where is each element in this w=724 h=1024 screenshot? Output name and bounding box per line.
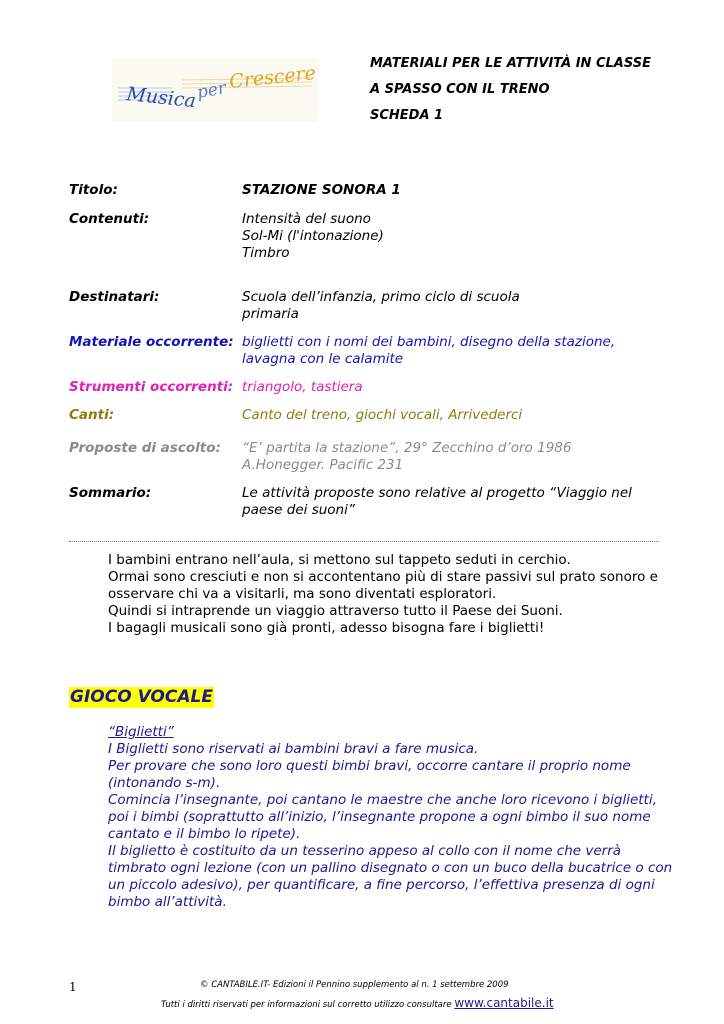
titolo-value: STAZIONE SONORA 1 bbox=[242, 182, 401, 198]
titolo-label: Titolo: bbox=[69, 182, 118, 198]
sommario-value: Le attività proposte sono relative al progetto “Viaggio nel paese dei suoni” bbox=[242, 485, 632, 518]
svg-text:Musica per Crescere: Musica per Crescere bbox=[116, 116, 127, 117]
destinatari-label: Destinatari: bbox=[69, 289, 160, 305]
contenuti-value: Intensità del suono Sol-Mi (l'intonazione) Timbro bbox=[242, 211, 384, 261]
gioco-body: “Biglietti” I Biglietti sono riservati ai bambini bravi a fare musica. Per provare che sono loro questi bimbi bravi, occorre cantare il proprio nome (intonando s-m). Comincia l’insegnante, poi cantano le maestre che anche loro ricevono i biglietti, poi i bimbi (soprattutto all’inizio, l’insegnante propone a ogni bimbo il suo nome cantato e il bimbo lo ripete). Il biglietto è costituito da un tesserino appeso al collo con il nome che verrà timbrato ogni lezione (con un pallino disegnato o con un buco della bucatrice o con un piccolo adesivo), per quantificare, a fine percorso, l’effettiva presenza di ogni bimbo all’attività. bbox=[108, 724, 673, 910]
ascolto-label: Proposte di ascolto: bbox=[69, 440, 221, 456]
strumenti-label: Strumenti occorrenti: bbox=[69, 379, 234, 395]
header-title-line-3: SCHEDA 1 bbox=[370, 108, 444, 123]
svg-text:per: per bbox=[195, 78, 228, 103]
sommario-label: Sommario: bbox=[69, 485, 152, 501]
materiale-value: biglietti con i nomi dei bambini, disegno della stazione, lavagna con le calamite bbox=[242, 334, 616, 367]
footer-rights bbox=[161, 996, 554, 1010]
header-title-line-2: A SPASSO CON IL TRENO bbox=[370, 82, 550, 97]
canti-label: Canti: bbox=[69, 407, 115, 423]
svg-text:Crescere: Crescere bbox=[228, 62, 317, 93]
ascolto-value: “E’ partita la stazione”, 29° Zecchino d’oro 1986 A.Honegger. Pacific 231 bbox=[242, 440, 572, 473]
footer-website-link[interactable]: www.cantabile.it bbox=[454, 996, 554, 1010]
canti-value: Canto del treno, giochi vocali, Arrivederci bbox=[242, 407, 523, 423]
destinatari-value: Scuola dell’infanzia, primo ciclo di scuola primaria bbox=[242, 289, 520, 322]
page-number: 1 bbox=[69, 980, 77, 994]
biglietti-subtitle: “Biglietti” bbox=[108, 724, 174, 740]
gioco-vocale-heading: GIOCO VOCALE bbox=[70, 687, 213, 707]
contenuti-label: Contenuti: bbox=[69, 211, 150, 227]
footer-rights-text: Tutti i diritti riservati per informazioni sul corretto utilizzo consultare bbox=[161, 1000, 452, 1010]
footer-copyright: © CANTABILE.IT- Edizioni il Pennino supplemento al n. 1 settembre 2009 bbox=[200, 980, 509, 990]
intro-paragraph: I bambini entrano nell’aula, si mettono sul tappeto seduti in cerchio. Ormai sono cresciuti e non si accontentano più di stare passivi sul prato sonoro e osservare chi va a visitarli, ma sono diventati esploratori. Quindi si intraprende un viaggio attraverso tutto il Paese dei Suoni. I bagagli musicali sono già pronti, adesso bisogna fare i biglietti! bbox=[108, 552, 658, 636]
strumenti-value: triangolo, tastiera bbox=[242, 379, 363, 395]
svg-text:Musica: Musica bbox=[125, 83, 197, 113]
logo-graphic bbox=[112, 58, 318, 122]
materiale-label: Materiale occorrente: bbox=[69, 334, 234, 350]
logo bbox=[112, 58, 318, 122]
header-title-line-1: MATERIALI PER LE ATTIVITÀ IN CLASSE bbox=[370, 56, 651, 71]
section-divider bbox=[69, 541, 659, 542]
